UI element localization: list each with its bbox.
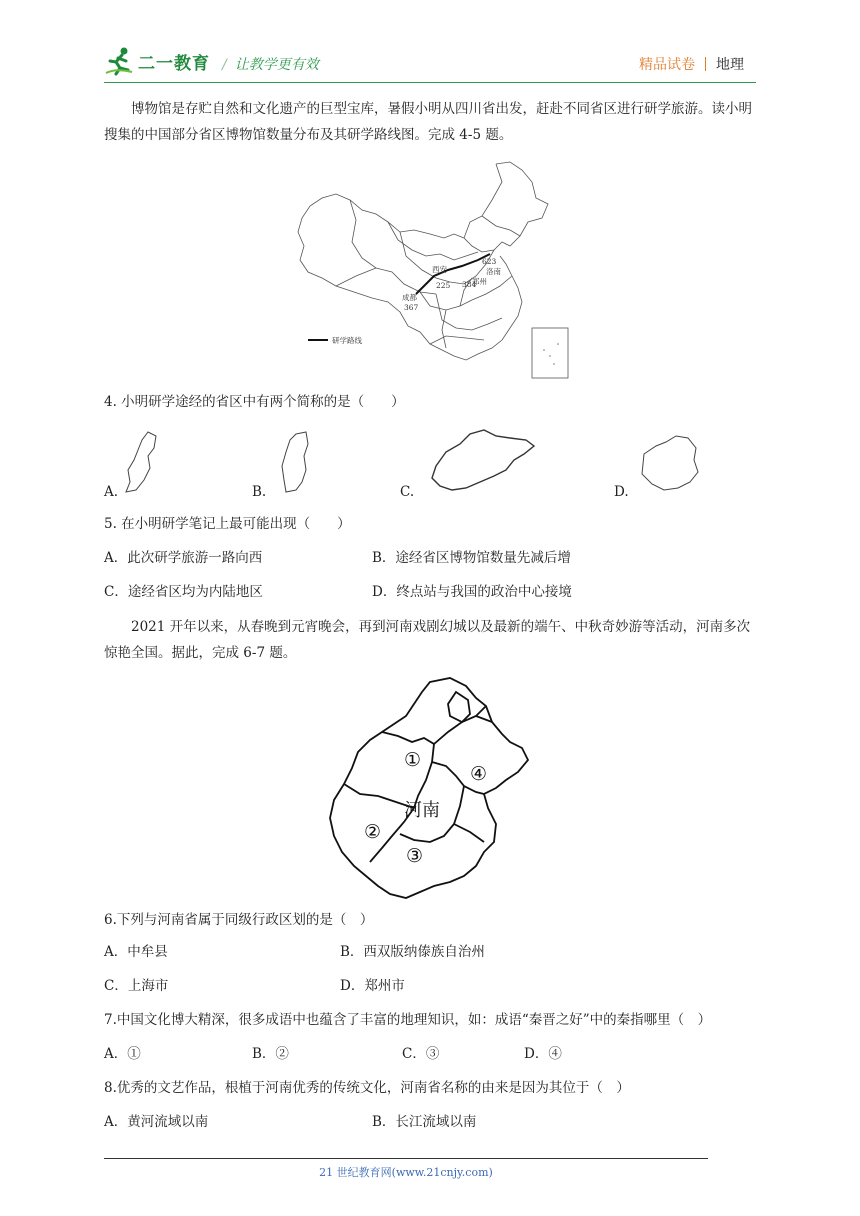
logo-text: 二一教育	[138, 53, 210, 74]
question-6-option-a[interactable]: A．中牟县	[104, 944, 168, 960]
question-7-option-d[interactable]: D．④	[524, 1046, 562, 1062]
question-4-stem: 4. 小明研学途经的省区中有两个简称的是（ ）	[104, 394, 405, 410]
option-d-label[interactable]: D.	[614, 484, 629, 500]
henan-region-map	[326, 676, 532, 902]
map1-legend: 研学路线	[332, 336, 362, 345]
question-5-option-b[interactable]: B．途经省区博物馆数量先减后增	[372, 550, 571, 566]
province-outline-d	[638, 432, 702, 494]
option-c-label[interactable]: C.	[400, 484, 415, 500]
footer-source[interactable]: 21 世纪教育网(www.21cnjy.com)	[319, 1166, 493, 1179]
subject-label: 地理	[716, 57, 744, 73]
question-7-option-a[interactable]: A．①	[104, 1046, 141, 1062]
question-8-option-a[interactable]: A．黄河流域以南	[104, 1114, 209, 1130]
henan-label: 河南	[404, 800, 440, 821]
region-mark-1: ①	[404, 749, 422, 771]
question-4-options	[104, 426, 724, 500]
map1-label: 367	[404, 303, 419, 312]
map1-label: 225	[436, 281, 451, 290]
intro-paragraph-2: 2021 开年以来，从春晚到元宵晚会，再到河南戏剧幻城以及最新的端午、中秋奇妙游等活动，河南多次惊艳全国。据此，完成 6-7 题。	[104, 619, 751, 661]
map1-label: 623	[482, 257, 497, 266]
question-6-option-c[interactable]: C．上海市	[104, 978, 169, 994]
question-5-stem: 5. 在小明研学笔记上最可能出现（ ）	[104, 516, 351, 532]
footer-divider	[104, 1158, 708, 1159]
option-b-label[interactable]: B.	[252, 484, 267, 500]
map1-label: 洛南	[486, 267, 501, 276]
province-outline-a	[122, 430, 162, 496]
map1-label: 384	[462, 280, 477, 289]
region-mark-2: ②	[364, 821, 382, 843]
question-5-option-c[interactable]: C．途经省区均为内陆地区	[104, 584, 263, 600]
intro-paragraph-1: 博物馆是存贮自然和文化遗产的巨型宝库，暑假小明从四川省出发，赶赴不同省区进行研学旅游。读小明搜集的中国部分省区博物馆数量分布及其研学路线图。完成 4-5 题。	[104, 101, 752, 143]
question-8-option-b[interactable]: B．长江流域以南	[372, 1114, 477, 1130]
slogan: / 让教学更有效	[222, 57, 319, 73]
map1-label: 成都	[402, 293, 417, 302]
question-7-stem: 7.中国文化博大精深，很多成语中也蕴含了丰富的地理知识，如：成语“秦晋之好”中的秦指哪里（ ）	[104, 1012, 712, 1028]
question-7-option-c[interactable]: C．③	[402, 1046, 440, 1062]
brand-logo	[104, 46, 210, 76]
question-6-stem: 6.下列与河南省属于同级行政区划的是（ ）	[104, 912, 374, 928]
question-6-option-d[interactable]: D．郑州市	[340, 978, 405, 994]
header-tags	[639, 54, 744, 74]
option-a-label[interactable]: A.	[104, 484, 119, 500]
question-5-option-a[interactable]: A．此次研学旅游一路向西	[104, 550, 263, 566]
question-6-option-b[interactable]: B．西双版纳傣族自治州	[340, 944, 485, 960]
region-mark-3: ③	[406, 845, 424, 867]
header-divider	[104, 82, 756, 83]
province-outline-b	[276, 430, 316, 496]
question-5-option-d[interactable]: D．终点站与我国的政治中心接境	[372, 584, 572, 600]
question-8-stem: 8.优秀的文艺作品，根植于河南优秀的传统文化，河南省名称的由来是因为其位于（ ）	[104, 1080, 630, 1096]
map1-label: 西安	[432, 265, 447, 274]
province-outline-c	[426, 426, 538, 494]
runner-logo-icon	[104, 46, 134, 76]
question-7-option-b[interactable]: B．②	[252, 1046, 289, 1062]
tag-boutique: 精品试卷	[639, 57, 695, 73]
region-mark-4: ④	[470, 763, 488, 785]
map1-label: 郑州	[472, 277, 487, 286]
china-museum-map	[296, 160, 572, 382]
south-sea-inset	[532, 328, 568, 378]
